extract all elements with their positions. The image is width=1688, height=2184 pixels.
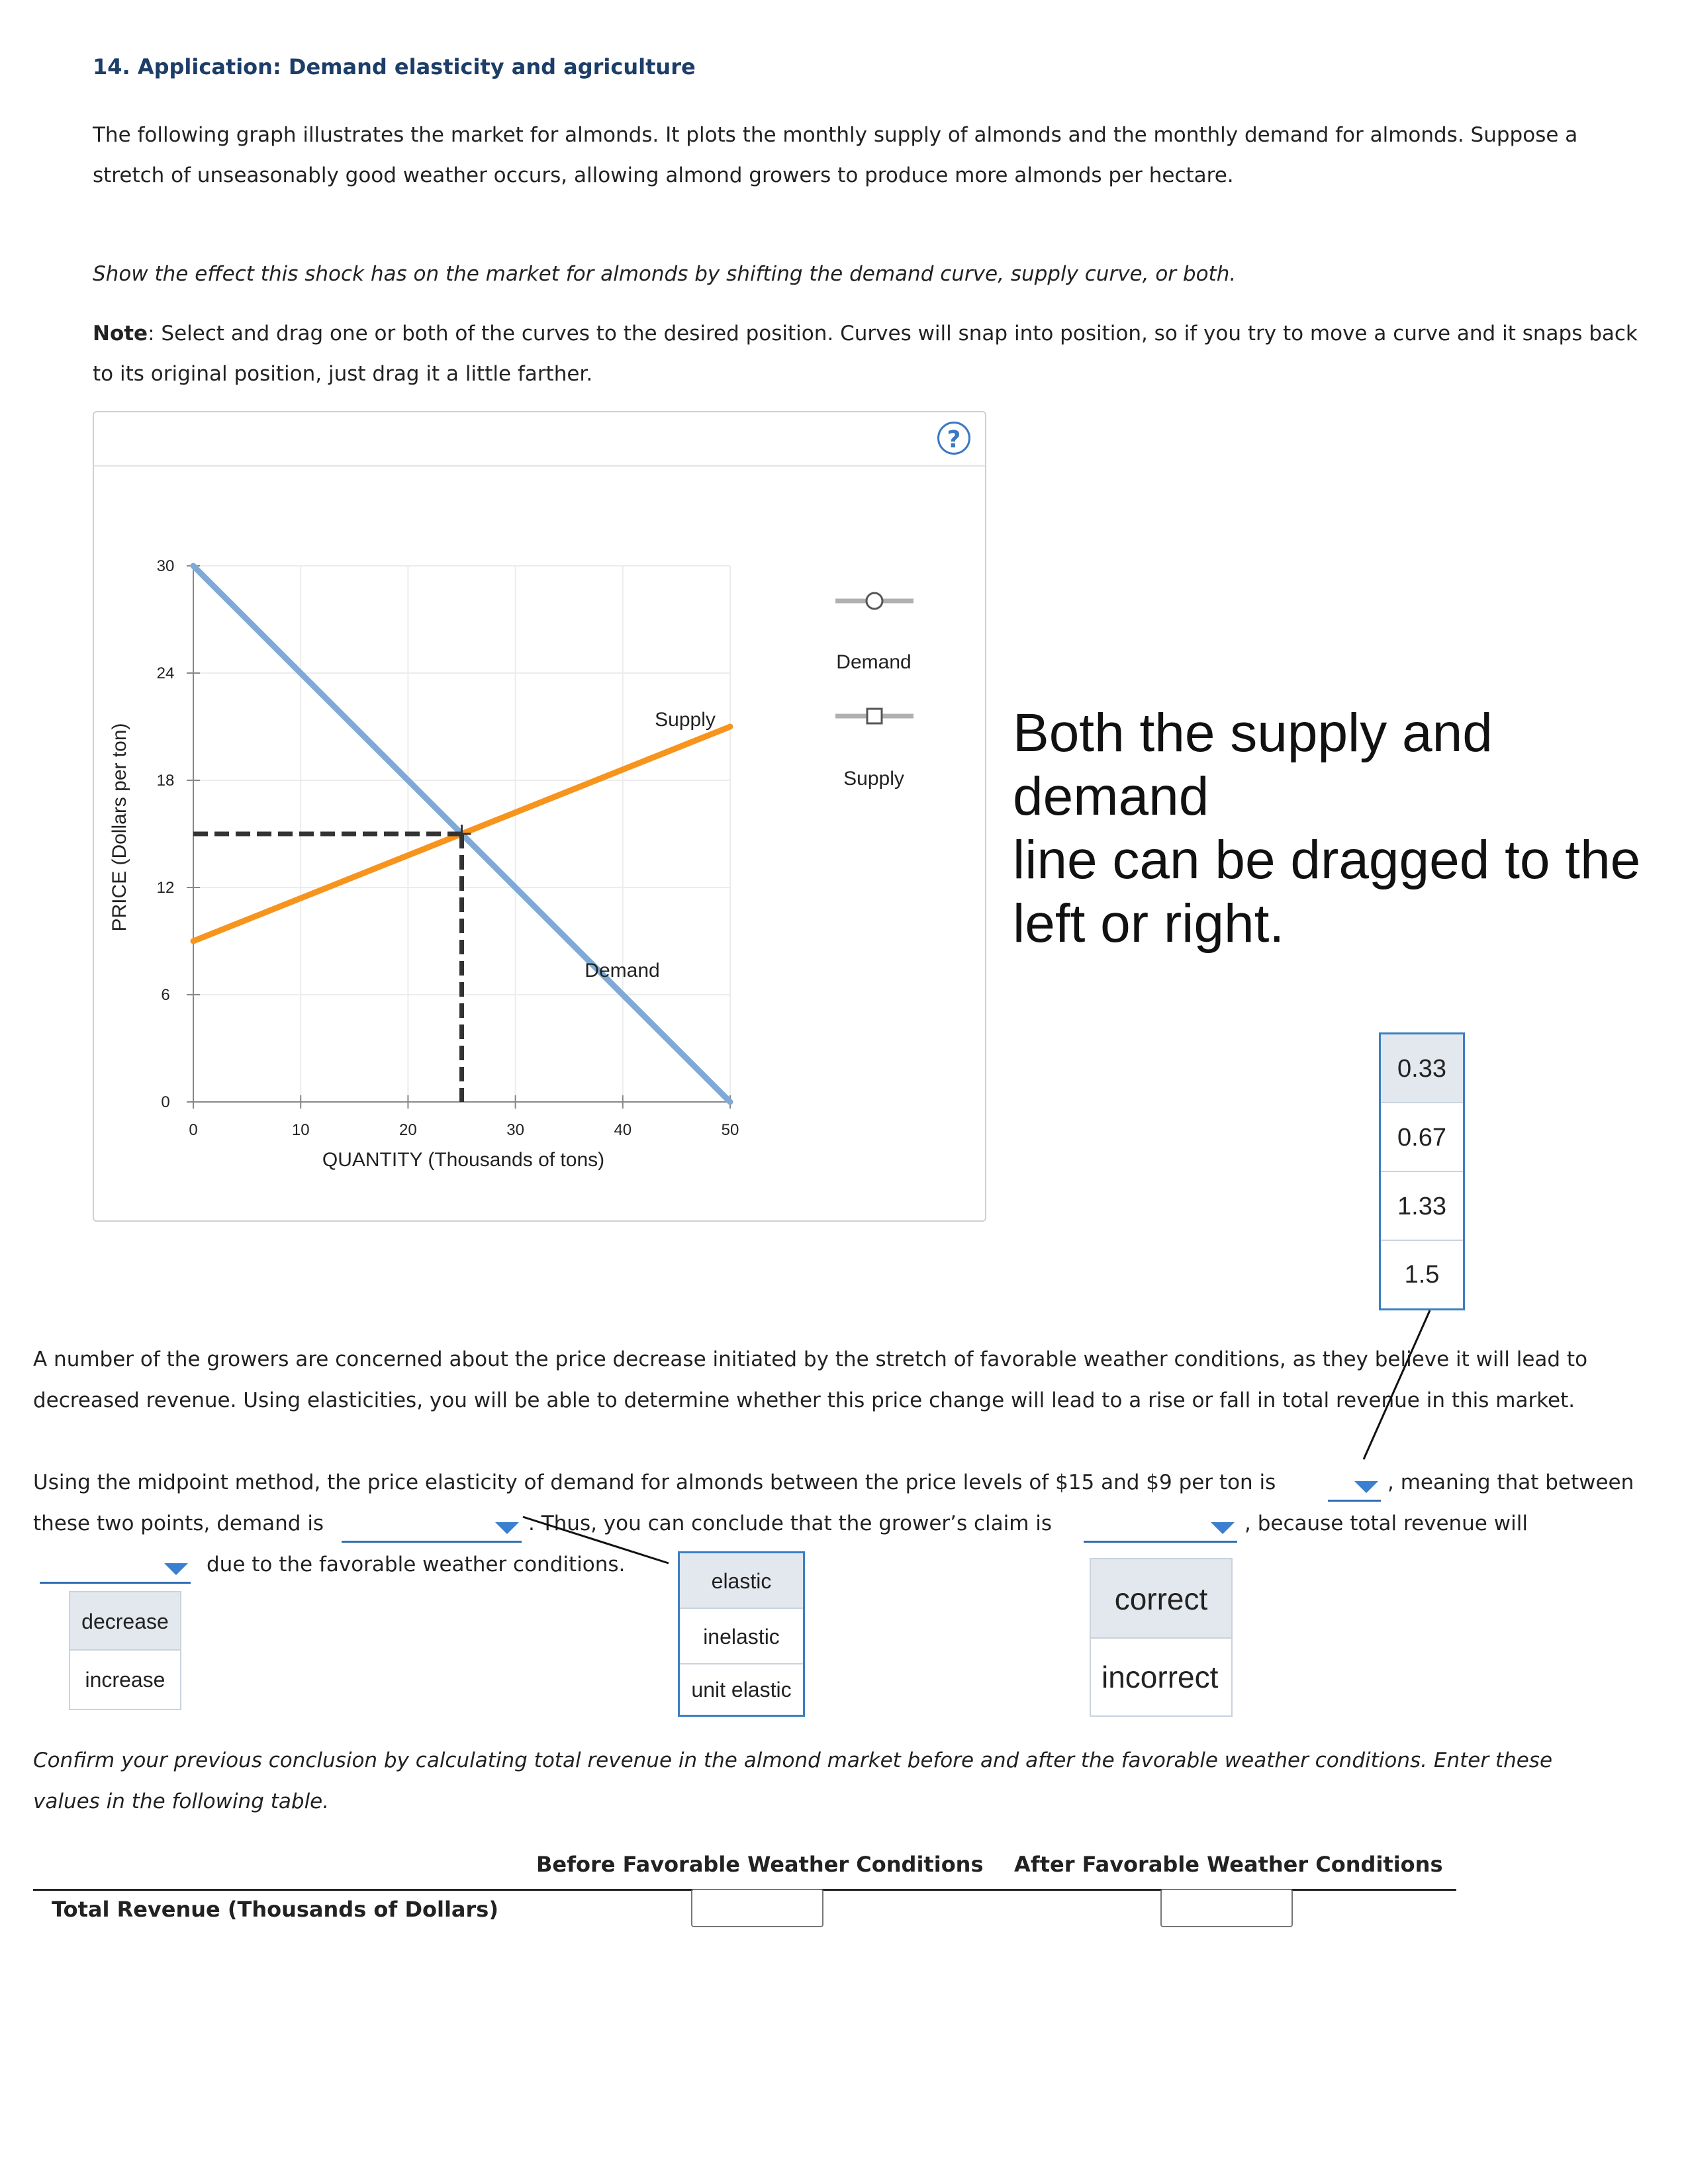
option-elastic[interactable]: elastic	[680, 1553, 803, 1609]
elasticity-option-133[interactable]: 1.33	[1381, 1172, 1463, 1241]
elasticity-option-15[interactable]: 1.5	[1404, 1261, 1440, 1289]
pointer-to-demand-type-options	[523, 1517, 669, 1563]
x-tick-label: 0	[189, 1121, 198, 1139]
intro-line-1: The following graph illustrates the market for almonds. It plots the monthly supply of almonds and the monthly demand for almonds. Suppose a	[93, 123, 1578, 147]
revenue-line-1: A number of the growers are concerned about the price decrease initiated by the stretch of favorable weather conditions, as they believe it will lead to	[33, 1347, 1588, 1371]
midpoint-part-4: . Thus, you can conclude that the grower’s claim is	[528, 1512, 1053, 1535]
instruction-text: Show the effect this shock has on the market for almonds by shifting the demand curve, supply curve, or both.	[93, 262, 1237, 286]
y-tick-label: 24	[156, 664, 175, 682]
revenue-before-input[interactable]	[691, 1889, 823, 1927]
y-tick-label: 30	[156, 557, 175, 575]
y-axis-label: PRICE (Dollars per ton)	[109, 723, 130, 932]
revenue-direction-options	[69, 1591, 181, 1710]
midpoint-part-3: these two points, demand is	[33, 1512, 324, 1535]
demand-curve-label: Demand	[585, 960, 660, 981]
elasticity-option-067[interactable]: 0.67	[1381, 1103, 1463, 1172]
y-tick-label: 0	[161, 1093, 170, 1111]
table-row-label: Total Revenue (Thousands of Dollars)	[52, 1897, 498, 1922]
question-mark-icon[interactable]: ?	[937, 422, 970, 455]
question-title: 14. Application: Demand elasticity and agriculture	[93, 54, 696, 79]
option-decrease[interactable]: decrease	[70, 1592, 180, 1651]
confirm-line-2: values in the following table.	[33, 1790, 330, 1813]
legend-supply-label: Supply	[843, 768, 904, 790]
elasticity-option-033[interactable]: 0.33	[1381, 1034, 1463, 1103]
pointer-to-elasticity-dropdown	[1364, 1310, 1430, 1459]
y-tick-label: 6	[161, 986, 170, 1004]
y-tick-label: 18	[156, 772, 175, 790]
option-incorrect[interactable]: incorrect	[1102, 1660, 1219, 1694]
confirm-line-1: Confirm your previous conclusion by calculating total revenue in the almond market before and after the favorable weather conditions. Enter these	[33, 1749, 1553, 1772]
annotation-line-1: Both the supply and demand	[1013, 703, 1493, 827]
note-label: Note	[93, 322, 148, 345]
x-tick-label: 30	[506, 1121, 524, 1139]
legend-demand-label: Demand	[836, 651, 912, 673]
table-header-after: After Favorable Weather Conditions	[1014, 1852, 1443, 1877]
note-line-2: to its original position, just drag it a little farther.	[93, 362, 593, 386]
x-tick-label: 40	[614, 1121, 632, 1139]
supply-curve-label: Supply	[655, 709, 716, 731]
x-axis-label: QUANTITY (Thousands of tons)	[322, 1149, 605, 1171]
annotation-line-2: line can be dragged to the	[1013, 830, 1641, 890]
option-increase[interactable]: increase	[85, 1668, 165, 1692]
midpoint-part-5: , because total revenue will	[1244, 1512, 1528, 1535]
midpoint-part-6: due to the favorable weather conditions.	[207, 1553, 626, 1576]
x-tick-label: 20	[399, 1121, 417, 1139]
option-unit-elastic[interactable]: unit elastic	[691, 1678, 792, 1702]
x-tick-label: 10	[291, 1121, 310, 1139]
note-text-1: : Select and drag one or both of the curves to the desired position. Curves will snap into position, so if you try to move a curve and it snaps back	[148, 322, 1638, 345]
revenue-line-2: decreased revenue. Using elasticities, you will be able to determine whether this price change will lead to a rise or fall in total revenue in this market.	[33, 1388, 1575, 1412]
midpoint-part-2: , meaning that between	[1387, 1471, 1634, 1494]
claim-options	[1090, 1558, 1233, 1717]
annotation-line-3: left or right.	[1013, 893, 1285, 954]
table-header-before: Before Favorable Weather Conditions	[536, 1852, 984, 1877]
intro-line-2: stretch of unseasonably good weather occurs, allowing almond growers to produce more almonds per hectare.	[93, 163, 1234, 187]
midpoint-part-1: Using the midpoint method, the price elasticity of demand for almonds between the price levels of $15 and $9 per ton is	[33, 1471, 1276, 1494]
revenue-after-input[interactable]	[1160, 1889, 1293, 1927]
x-tick-label: 50	[721, 1121, 739, 1139]
demand-type-options	[678, 1551, 805, 1717]
option-correct[interactable]: correct	[1091, 1559, 1231, 1639]
y-tick-label: 12	[156, 879, 175, 897]
option-inelastic[interactable]: inelastic	[680, 1609, 803, 1664]
